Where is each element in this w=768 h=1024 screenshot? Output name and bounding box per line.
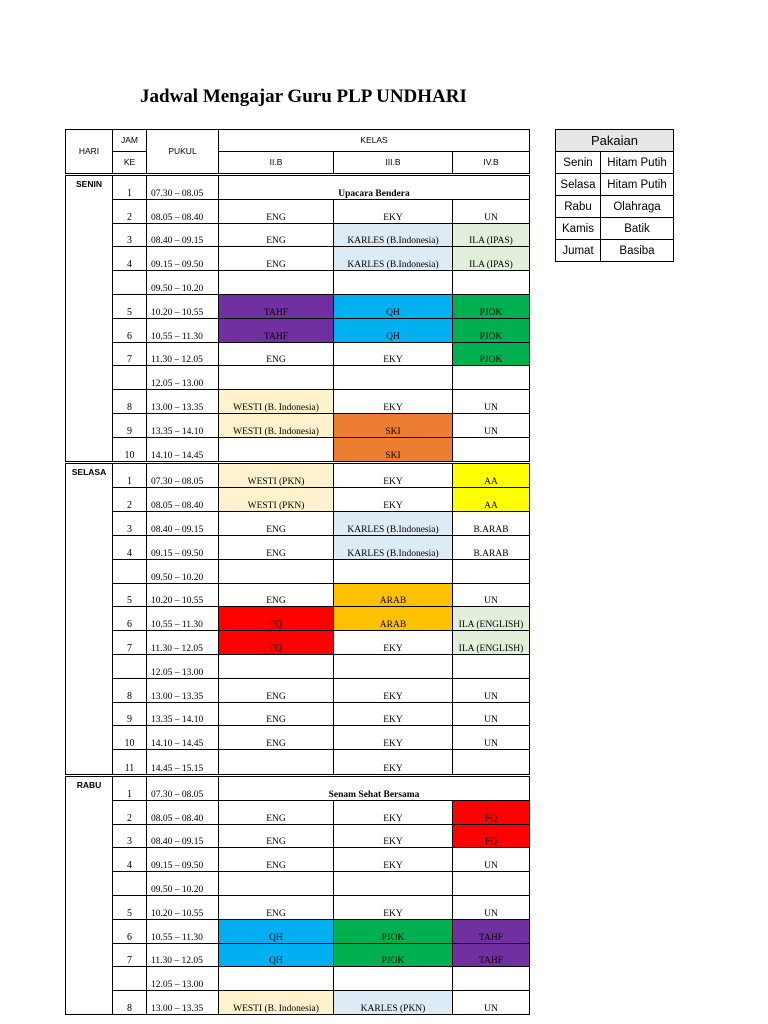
schedule-row <box>66 559 530 583</box>
class-cell: ILA (ENGLISH) <box>453 631 530 655</box>
day-cell <box>66 631 113 655</box>
class-cell: ENG <box>219 702 334 726</box>
class-cell: EKY <box>334 631 453 655</box>
jam-cell: 10 <box>113 726 147 750</box>
pakaian-row <box>556 196 674 218</box>
pukul-cell: 12.05 – 13.00 <box>147 366 219 390</box>
class-cell: ILA (IPAS) <box>453 247 530 271</box>
schedule-row <box>66 295 530 319</box>
day-name-cell: RABU <box>66 775 113 800</box>
day-cell <box>66 607 113 631</box>
pukul-cell: 14.45 – 15.15 <box>147 750 219 775</box>
jam-cell: 9 <box>113 414 147 438</box>
day-cell <box>66 318 113 342</box>
day-cell <box>66 295 113 319</box>
class-cell: KARLES (B.Indonesia) <box>334 247 453 271</box>
jam-cell: 1 <box>113 463 147 488</box>
class-cell: EKY <box>334 463 453 488</box>
pukul-cell: 09.15 – 09.50 <box>147 536 219 560</box>
pakaian-day: Jumat <box>556 240 601 262</box>
day-cell <box>66 437 113 462</box>
pakaian-header-row <box>556 130 674 152</box>
day-cell <box>66 800 113 824</box>
pukul-cell: 09.15 – 09.50 <box>147 247 219 271</box>
class-cell: UN <box>453 702 530 726</box>
class-cell: B.ARAB <box>453 512 530 536</box>
day-cell <box>66 967 113 991</box>
pukul-cell: 07.30 – 08.05 <box>147 775 219 800</box>
day-cell <box>66 559 113 583</box>
class-cell: WESTI (B. Indonesia) <box>219 390 334 414</box>
class-cell: ENG <box>219 536 334 560</box>
class-cell: WESTI (B. Indonesia) <box>219 991 334 1015</box>
class-cell: QH <box>334 295 453 319</box>
header-class-iib: II.B <box>219 151 334 174</box>
class-cell: AA <box>453 488 530 512</box>
jam-cell: 4 <box>113 848 147 872</box>
class-cell: B.ARAB <box>453 536 530 560</box>
class-cell: EKY <box>334 702 453 726</box>
jam-cell: 6 <box>113 919 147 943</box>
class-cell: UN <box>453 896 530 920</box>
pukul-cell: 10.55 – 11.30 <box>147 919 219 943</box>
jam-cell: 2 <box>113 800 147 824</box>
class-cell: ENG <box>219 199 334 223</box>
pukul-cell: 08.40 – 09.15 <box>147 824 219 848</box>
header-ke: KE <box>113 151 147 174</box>
class-cell: EKY <box>334 488 453 512</box>
day-cell <box>66 896 113 920</box>
class-cell: EKY <box>334 824 453 848</box>
class-cell: TAHF <box>219 318 334 342</box>
class-cell: SKI <box>334 414 453 438</box>
day-name-cell: SELASA <box>66 463 113 488</box>
schedule-row <box>66 967 530 991</box>
class-cell <box>453 366 530 390</box>
pakaian-row <box>556 152 674 174</box>
jam-cell <box>113 655 147 679</box>
class-cell <box>453 437 530 462</box>
schedule-row <box>66 174 530 199</box>
class-cell <box>334 967 453 991</box>
class-cell: WESTI (PKN) <box>219 463 334 488</box>
schedule-row <box>66 199 530 223</box>
pakaian-dress: Basiba <box>601 240 674 262</box>
pukul-cell: 10.55 – 11.30 <box>147 318 219 342</box>
pukul-cell: 08.40 – 09.15 <box>147 512 219 536</box>
schedule-row <box>66 223 530 247</box>
schedule-row <box>66 726 530 750</box>
class-cell <box>453 271 530 295</box>
class-cell: EKY <box>334 342 453 366</box>
pukul-cell: 13.00 – 13.35 <box>147 390 219 414</box>
pukul-cell: 13.35 – 14.10 <box>147 414 219 438</box>
day-cell <box>66 342 113 366</box>
class-cell <box>334 559 453 583</box>
pukul-cell: 08.05 – 08.40 <box>147 800 219 824</box>
class-cell: EKY <box>334 896 453 920</box>
class-cell: ILA (IPAS) <box>453 223 530 247</box>
class-cell: ENG <box>219 678 334 702</box>
day-cell <box>66 919 113 943</box>
day-cell <box>66 991 113 1015</box>
day-name-cell: SENIN <box>66 174 113 199</box>
schedule-row <box>66 536 530 560</box>
pukul-cell: 07.30 – 08.05 <box>147 174 219 199</box>
jam-cell <box>113 967 147 991</box>
header-row-1 <box>66 130 530 152</box>
schedule-row <box>66 271 530 295</box>
pakaian-dress: Batik <box>601 218 674 240</box>
schedule-row <box>66 631 530 655</box>
jam-cell: 5 <box>113 583 147 607</box>
pukul-cell: 09.50 – 10.20 <box>147 271 219 295</box>
class-cell: PJOK <box>334 943 453 967</box>
pukul-cell: 11.30 – 12.05 <box>147 631 219 655</box>
pakaian-row <box>556 240 674 262</box>
pukul-cell: 09.50 – 10.20 <box>147 559 219 583</box>
pukul-cell: 09.50 – 10.20 <box>147 872 219 896</box>
class-cell <box>219 437 334 462</box>
class-cell: WESTI (B. Indonesia) <box>219 414 334 438</box>
event-cell: Senam Sehat Bersama <box>219 775 530 800</box>
pakaian-dress: Hitam Putih <box>601 152 674 174</box>
class-cell: ENG <box>219 896 334 920</box>
class-cell <box>219 967 334 991</box>
pukul-cell: 13.35 – 14.10 <box>147 702 219 726</box>
day-cell <box>66 824 113 848</box>
day-cell <box>66 271 113 295</box>
jam-cell: 3 <box>113 512 147 536</box>
day-cell <box>66 678 113 702</box>
class-cell: ENG <box>219 726 334 750</box>
schedule-row <box>66 512 530 536</box>
jam-cell: 8 <box>113 390 147 414</box>
class-cell: QH <box>334 318 453 342</box>
pukul-cell: 11.30 – 12.05 <box>147 342 219 366</box>
pukul-cell: 08.05 – 08.40 <box>147 488 219 512</box>
day-cell <box>66 390 113 414</box>
class-cell: UN <box>453 991 530 1015</box>
class-cell: ARAB <box>334 583 453 607</box>
class-cell <box>453 750 530 775</box>
jam-cell: 6 <box>113 607 147 631</box>
pukul-cell: 14.10 – 14.45 <box>147 726 219 750</box>
class-cell <box>453 559 530 583</box>
jam-cell: 7 <box>113 631 147 655</box>
pukul-cell: 14.10 – 14.45 <box>147 437 219 462</box>
day-cell <box>66 414 113 438</box>
schedule-row <box>66 247 530 271</box>
header-hari: HARI <box>66 130 113 175</box>
day-cell <box>66 583 113 607</box>
pukul-cell: 10.20 – 10.55 <box>147 896 219 920</box>
class-cell: UN <box>453 678 530 702</box>
pukul-cell: 09.15 – 09.50 <box>147 848 219 872</box>
pakaian-dress: Hitam Putih <box>601 174 674 196</box>
class-cell <box>219 655 334 679</box>
class-cell: SKI <box>334 437 453 462</box>
schedule-row <box>66 488 530 512</box>
pakaian-day: Senin <box>556 152 601 174</box>
class-cell: EKY <box>334 800 453 824</box>
schedule-row <box>66 583 530 607</box>
jam-cell: 8 <box>113 678 147 702</box>
event-cell: Upacara Bendera <box>219 174 530 199</box>
schedule-row <box>66 366 530 390</box>
schedule-row <box>66 702 530 726</box>
class-cell: ENG <box>219 342 334 366</box>
class-cell: ENG <box>219 583 334 607</box>
pukul-cell: 08.40 – 09.15 <box>147 223 219 247</box>
class-cell: UN <box>453 583 530 607</box>
class-cell: ENG <box>219 247 334 271</box>
day-cell <box>66 655 113 679</box>
pukul-cell: 10.20 – 10.55 <box>147 295 219 319</box>
class-cell: PJOK <box>453 342 530 366</box>
jam-cell <box>113 559 147 583</box>
class-cell: ENG <box>219 800 334 824</box>
class-cell: TAHF <box>453 919 530 943</box>
class-cell: EKY <box>334 726 453 750</box>
pukul-cell: 10.20 – 10.55 <box>147 583 219 607</box>
header-pukul: PUKUL <box>147 130 219 175</box>
class-cell: QH <box>219 943 334 967</box>
pukul-cell: 13.00 – 13.35 <box>147 991 219 1015</box>
jam-cell: 7 <box>113 342 147 366</box>
pakaian-day: Kamis <box>556 218 601 240</box>
pukul-cell: 11.30 – 12.05 <box>147 943 219 967</box>
schedule-row <box>66 463 530 488</box>
day-cell <box>66 750 113 775</box>
pukul-cell: 10.55 – 11.30 <box>147 607 219 631</box>
class-cell: EKY <box>334 199 453 223</box>
header-jam: JAM <box>113 130 147 152</box>
schedule-row <box>66 848 530 872</box>
class-cell <box>219 559 334 583</box>
class-cell <box>219 271 334 295</box>
class-cell <box>219 366 334 390</box>
header-row-2 <box>66 151 530 174</box>
jam-cell: 6 <box>113 318 147 342</box>
header-class-ivb: IV.B <box>453 151 530 174</box>
jam-cell: 4 <box>113 247 147 271</box>
schedule-table <box>65 129 530 1015</box>
class-cell: KARLES (PKN) <box>334 991 453 1015</box>
class-cell: FQ <box>453 824 530 848</box>
pakaian-table <box>555 129 674 262</box>
jam-cell: 10 <box>113 437 147 462</box>
schedule-row <box>66 607 530 631</box>
class-cell: FQ <box>219 607 334 631</box>
class-cell: KARLES (B.Indonesia) <box>334 223 453 247</box>
class-cell: ENG <box>219 223 334 247</box>
class-cell: EKY <box>334 390 453 414</box>
pakaian-body <box>556 130 674 262</box>
pakaian-day: Selasa <box>556 174 601 196</box>
pakaian-dress: Olahraga <box>601 196 674 218</box>
pakaian-row <box>556 174 674 196</box>
schedule-row <box>66 437 530 462</box>
day-cell <box>66 512 113 536</box>
schedule-row <box>66 800 530 824</box>
jam-cell: 2 <box>113 199 147 223</box>
pakaian-day: Rabu <box>556 196 601 218</box>
day-cell <box>66 536 113 560</box>
class-cell: KARLES (B.Indonesia) <box>334 536 453 560</box>
class-cell <box>453 872 530 896</box>
jam-cell: 1 <box>113 775 147 800</box>
pakaian-title: Pakaian <box>556 130 674 152</box>
day-cell <box>66 943 113 967</box>
schedule-row <box>66 872 530 896</box>
pukul-cell: 13.00 – 13.35 <box>147 678 219 702</box>
class-cell <box>219 872 334 896</box>
class-cell: PJOK <box>453 295 530 319</box>
day-cell <box>66 726 113 750</box>
schedule-row <box>66 943 530 967</box>
class-cell: FQ <box>453 800 530 824</box>
class-cell: EKY <box>334 678 453 702</box>
class-cell <box>334 655 453 679</box>
class-cell: EKY <box>334 848 453 872</box>
pakaian-row <box>556 218 674 240</box>
day-cell <box>66 702 113 726</box>
class-cell: UN <box>453 414 530 438</box>
class-cell: ENG <box>219 824 334 848</box>
day-cell <box>66 366 113 390</box>
jam-cell: 7 <box>113 943 147 967</box>
class-cell <box>334 366 453 390</box>
jam-cell: 9 <box>113 702 147 726</box>
class-cell: ENG <box>219 848 334 872</box>
day-cell <box>66 872 113 896</box>
jam-cell: 1 <box>113 174 147 199</box>
page-title: Jadwal Mengajar Guru PLP UNDHARI <box>140 86 467 107</box>
class-cell: ARAB <box>334 607 453 631</box>
schedule-row <box>66 655 530 679</box>
class-cell: QH <box>219 919 334 943</box>
class-cell: AA <box>453 463 530 488</box>
header-kelas: KELAS <box>219 130 530 152</box>
jam-cell: 8 <box>113 991 147 1015</box>
class-cell <box>453 967 530 991</box>
schedule-row <box>66 414 530 438</box>
day-cell <box>66 223 113 247</box>
schedule-row <box>66 824 530 848</box>
class-cell: TAHF <box>219 295 334 319</box>
pukul-cell: 12.05 – 13.00 <box>147 655 219 679</box>
day-cell <box>66 199 113 223</box>
pukul-cell: 12.05 – 13.00 <box>147 967 219 991</box>
jam-cell: 4 <box>113 536 147 560</box>
jam-cell <box>113 366 147 390</box>
class-cell: UN <box>453 390 530 414</box>
class-cell: TAHF <box>453 943 530 967</box>
class-cell: EKY <box>334 750 453 775</box>
class-cell: UN <box>453 726 530 750</box>
jam-cell: 5 <box>113 295 147 319</box>
jam-cell <box>113 271 147 295</box>
class-cell: UN <box>453 199 530 223</box>
jam-cell: 3 <box>113 824 147 848</box>
pukul-cell: 07.30 – 08.05 <box>147 463 219 488</box>
class-cell: PJOK <box>334 919 453 943</box>
schedule-row <box>66 678 530 702</box>
class-cell: ILA (ENGLISH) <box>453 607 530 631</box>
class-cell <box>334 872 453 896</box>
schedule-row <box>66 390 530 414</box>
jam-cell: 2 <box>113 488 147 512</box>
day-cell <box>66 848 113 872</box>
schedule-row <box>66 775 530 800</box>
class-cell <box>453 655 530 679</box>
class-cell: FQ <box>219 631 334 655</box>
jam-cell: 5 <box>113 896 147 920</box>
jam-cell: 3 <box>113 223 147 247</box>
class-cell: KARLES (B.Indonesia) <box>334 512 453 536</box>
schedule-body <box>66 174 530 1015</box>
class-cell: ENG <box>219 512 334 536</box>
schedule-row <box>66 342 530 366</box>
day-cell <box>66 247 113 271</box>
class-cell <box>219 750 334 775</box>
class-cell <box>334 271 453 295</box>
schedule-row <box>66 750 530 775</box>
class-cell: UN <box>453 848 530 872</box>
pukul-cell: 08.05 – 08.40 <box>147 199 219 223</box>
class-cell: WESTI (PKN) <box>219 488 334 512</box>
schedule-row <box>66 919 530 943</box>
jam-cell: 11 <box>113 750 147 775</box>
schedule-row <box>66 318 530 342</box>
class-cell: PJOK <box>453 318 530 342</box>
day-cell <box>66 488 113 512</box>
schedule-row <box>66 991 530 1015</box>
jam-cell <box>113 872 147 896</box>
schedule-row <box>66 896 530 920</box>
header-class-iiib: III.B <box>334 151 453 174</box>
